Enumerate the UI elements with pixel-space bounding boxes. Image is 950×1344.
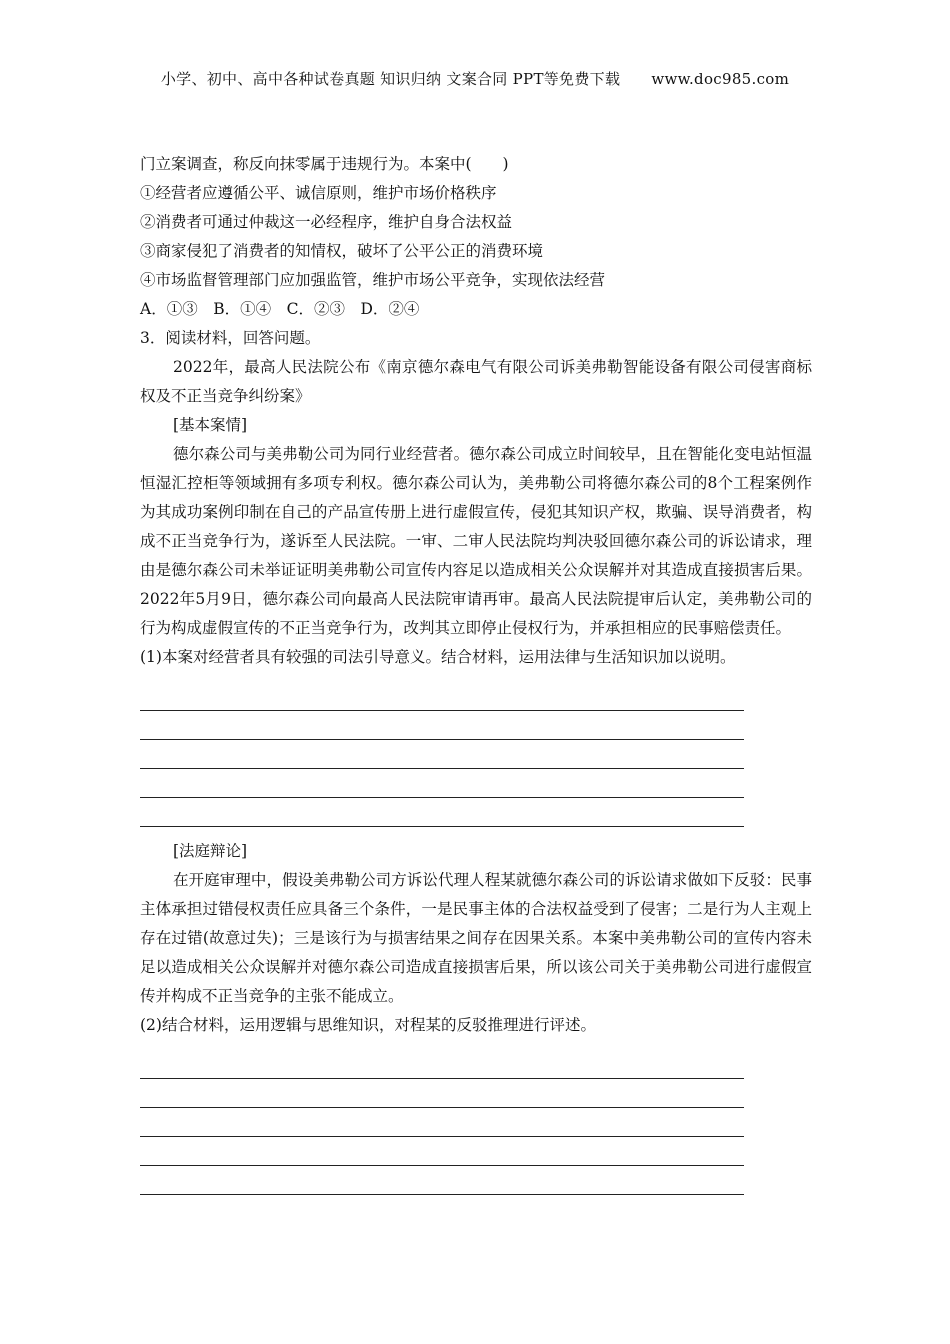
answer-line[interactable]	[140, 740, 744, 769]
answer-line[interactable]	[140, 711, 744, 740]
question3-intro: 2022年，最高人民法院公布《南京德尔森电气有限公司诉美弗勒智能设备有限公司侵害商标权及不正当竞争纠纷案》	[140, 358, 812, 405]
answer-area-2[interactable]	[140, 1050, 812, 1195]
answer-line[interactable]	[140, 1137, 744, 1166]
answer-line[interactable]	[140, 798, 744, 827]
section-basic-facts-label: [基本案情]	[173, 416, 248, 434]
question2-choices: A．①③ B．①④ C．②③ D．②④	[140, 300, 420, 318]
question2-option-3: ③商家侵犯了消费者的知情权，破坏了公平公正的消费环境	[140, 242, 544, 260]
answer-line[interactable]	[140, 1050, 744, 1079]
answer-line[interactable]	[140, 682, 744, 711]
sub-question-1: (1)本案对经营者具有较强的司法引导意义。结合材料，运用法律与生活知识加以说明。	[140, 648, 736, 666]
answer-line[interactable]	[140, 1166, 744, 1195]
question2-option-2: ②消费者可通过仲裁这一必经程序，维护自身合法权益	[140, 213, 513, 231]
answer-line[interactable]	[140, 769, 744, 798]
page-header	[0, 68, 950, 89]
exam-content	[140, 150, 812, 1205]
section-court-debate-text: 在开庭审理中，假设美弗勒公司方诉讼代理人程某就德尔森公司的诉讼请求做如下反驳：民事主体承担过错侵权责任应具备三个条件，一是民事主体的合法权益受到了侵害；二是行为人主观上存在过错(故意过失)；三是该行为与损害结果之间存在因果关系。本案中美弗勒公司的宣传内容未足以造成相关公众误解并对德尔森公司造成直接损害后果，所以该公司关于美弗勒公司进行虚假宣传并构成不正当竞争的主张不能成立。	[140, 871, 812, 1005]
section-court-debate-label: [法庭辩论]	[173, 842, 248, 860]
question3-title: 3．阅读材料，回答问题。	[140, 329, 321, 347]
answer-area-1[interactable]	[140, 682, 812, 827]
answer-line[interactable]	[140, 1079, 744, 1108]
question2-option-1: ①经营者应遵循公平、诚信原则，维护市场价格秩序	[140, 184, 497, 202]
question2-option-4: ④市场监督管理部门应加强监管，维护市场公平竞争，实现依法经营	[140, 271, 606, 289]
header-text: 小学、初中、高中各种试卷真题 知识归纳 文案合同 PPT等免费下载	[160, 70, 621, 88]
section-basic-facts-text: 德尔森公司与美弗勒公司为同行业经营者。德尔森公司成立时间较早，且在智能化变电站恒温恒湿汇控柜等领域拥有多项专利权。德尔森公司认为，美弗勒公司将德尔森公司的8个工程案例作为其成功案例印制在自己的产品宣传册上进行虚假宣传，侵犯其知识产权，欺骗、误导消费者，构成不正当竞争行为，遂诉至人民法院。一审、二审人民法院均判决驳回德尔森公司的诉讼请求，理由是德尔森公司未举证证明美弗勒公司宣传内容足以造成相关公众误解并对其造成直接损害后果。2022年5月9日，德尔森公司向最高人民法院审请再审。最高人民法院提审后认定，美弗勒公司的行为构成虚假宣传的不正当竞争行为，改判其立即停止侵权行为，并承担相应的民事赔偿责任。	[140, 445, 812, 637]
question2-stem-tail: 门立案调查，称反向抹零属于违规行为。本案中( )	[140, 155, 509, 173]
header-url[interactable]: www.doc985.com	[651, 70, 790, 88]
answer-line[interactable]	[140, 1108, 744, 1137]
sub-question-2: (2)结合材料，运用逻辑与思维知识，对程某的反驳推理进行评述。	[140, 1016, 596, 1034]
